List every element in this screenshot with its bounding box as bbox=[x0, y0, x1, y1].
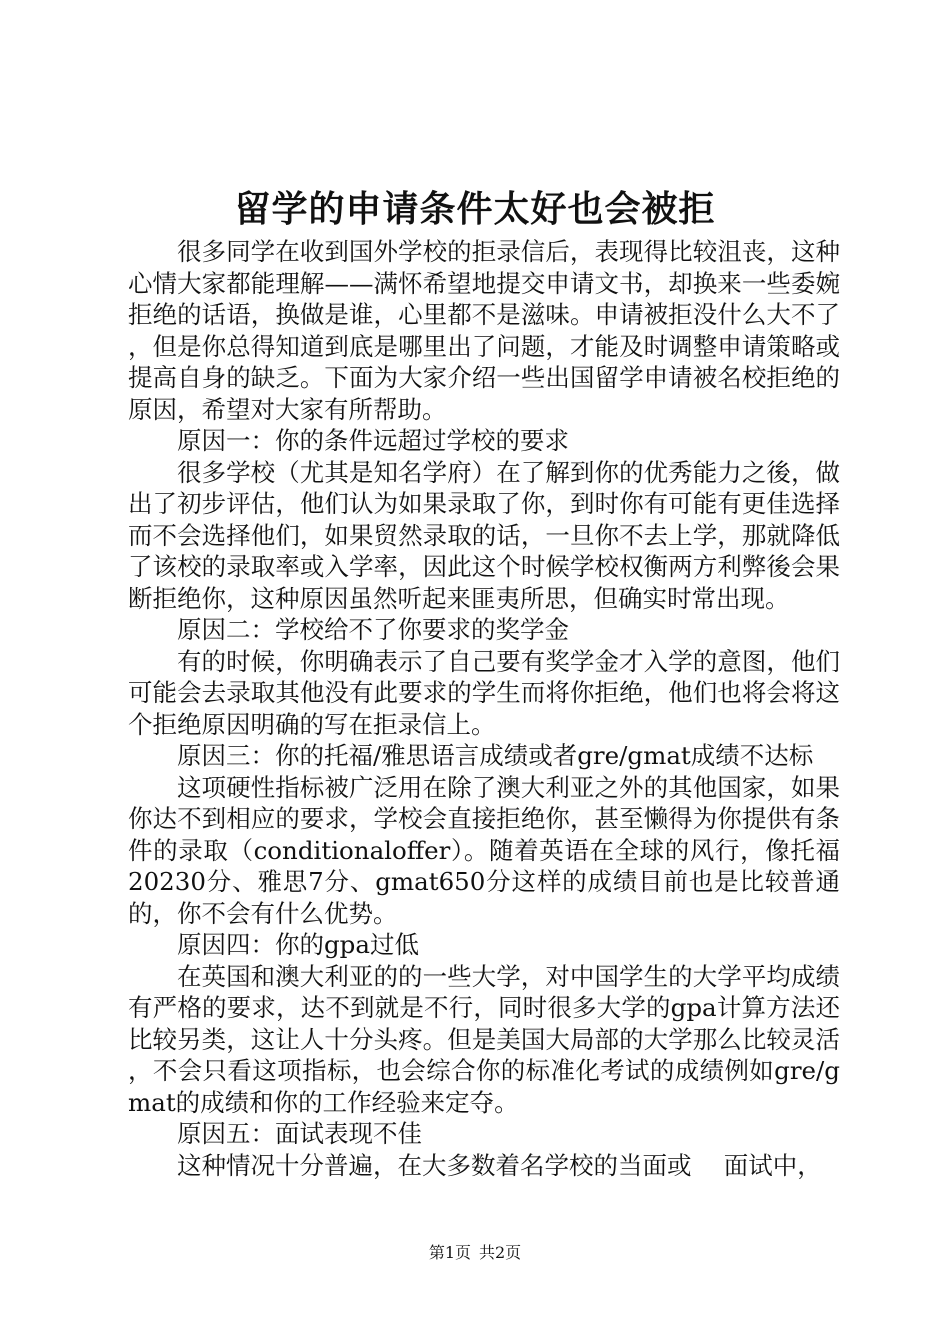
reason-2-paragraph: 有的时候，你明确表示了自己要有奖学金才入学的意图，他们可能会去录取其他没有此要求的学生而将你拒绝，他们也将会将这个拒绝原因明确的写在拒录信上。 bbox=[128, 646, 840, 739]
page-number: 第1页 bbox=[428, 1243, 471, 1262]
reason-4-heading: 原因四：你的gpa过低 bbox=[177, 930, 419, 959]
intro-paragraph: 很多同学在收到国外学校的拒录信后，表现得比较沮丧，这种心情大家都能理解——满怀希望地提交申请文书，却换来一些委婉拒绝的话语，换做是谁，心里都不是滋味。申请被拒没什么大不了，但是你总得知道到底是哪里出了问题，才能及时调整申请策略或提高自身的缺乏。下面为大家介绍一些出国留学申请被名校拒绝的原因，希望对大家有所帮助。 bbox=[128, 237, 840, 424]
page-footer bbox=[0, 1242, 950, 1264]
document-body bbox=[128, 236, 840, 1181]
reason-4-paragraph: 在英国和澳大利亚的的一些大学，对中国学生的大学平均成绩有严格的要求，达不到就是不行，同时很多大学的gpa计算方法还比较另类，这让人十分头疼。但是美国大局部的大学那么比较灵活，不会只看这项指标，也会综合你的标准化考试的成绩例如gre/gmat的成绩和你的工作经验来定夺。 bbox=[128, 961, 840, 1117]
reason-3-paragraph: 这项硬性指标被广泛用在除了澳大利亚之外的其他国家，如果你达不到相应的要求，学校会直接拒绝你，甚至懒得为你提供有条件的录取（conditionaloffer）。随着英语在全球的风行，像托福20230分、雅思7分、gmat650分这样的成绩目前也是比较普通的，你不会有什么优势。 bbox=[128, 772, 840, 928]
reason-2-heading: 原因二：学校给不了你要求的奖学金 bbox=[177, 615, 569, 644]
reason-5-paragraph: 这种情况十分普遍，在大多数着名学校的当面或 面试中， bbox=[177, 1150, 822, 1180]
reason-1-paragraph: 很多学校（尤其是知名学府）在了解到你的优秀能力之後，做出了初步评估，他们认为如果录取了你，到时你有可能有更佳选择而不会选择他们，如果贸然录取的话，一旦你不去上学，那就降低了该校的录取率或入学率，因此这个时候学校权衡两方利弊後会果断拒绝你，这种原因虽然听起来匪夷所思，但确实时常出现。 bbox=[128, 457, 840, 613]
page-total: 共2页 bbox=[479, 1243, 522, 1262]
document-title: 留学的申请条件太好也会被拒 bbox=[234, 188, 716, 230]
reason-3-heading: 原因三：你的托福/雅思语言成绩或者gre/gmat成绩不达标 bbox=[177, 741, 814, 770]
reason-5-heading: 原因五：面试表现不佳 bbox=[177, 1119, 422, 1148]
reason-1-heading: 原因一：你的条件远超过学校的要求 bbox=[177, 426, 569, 455]
